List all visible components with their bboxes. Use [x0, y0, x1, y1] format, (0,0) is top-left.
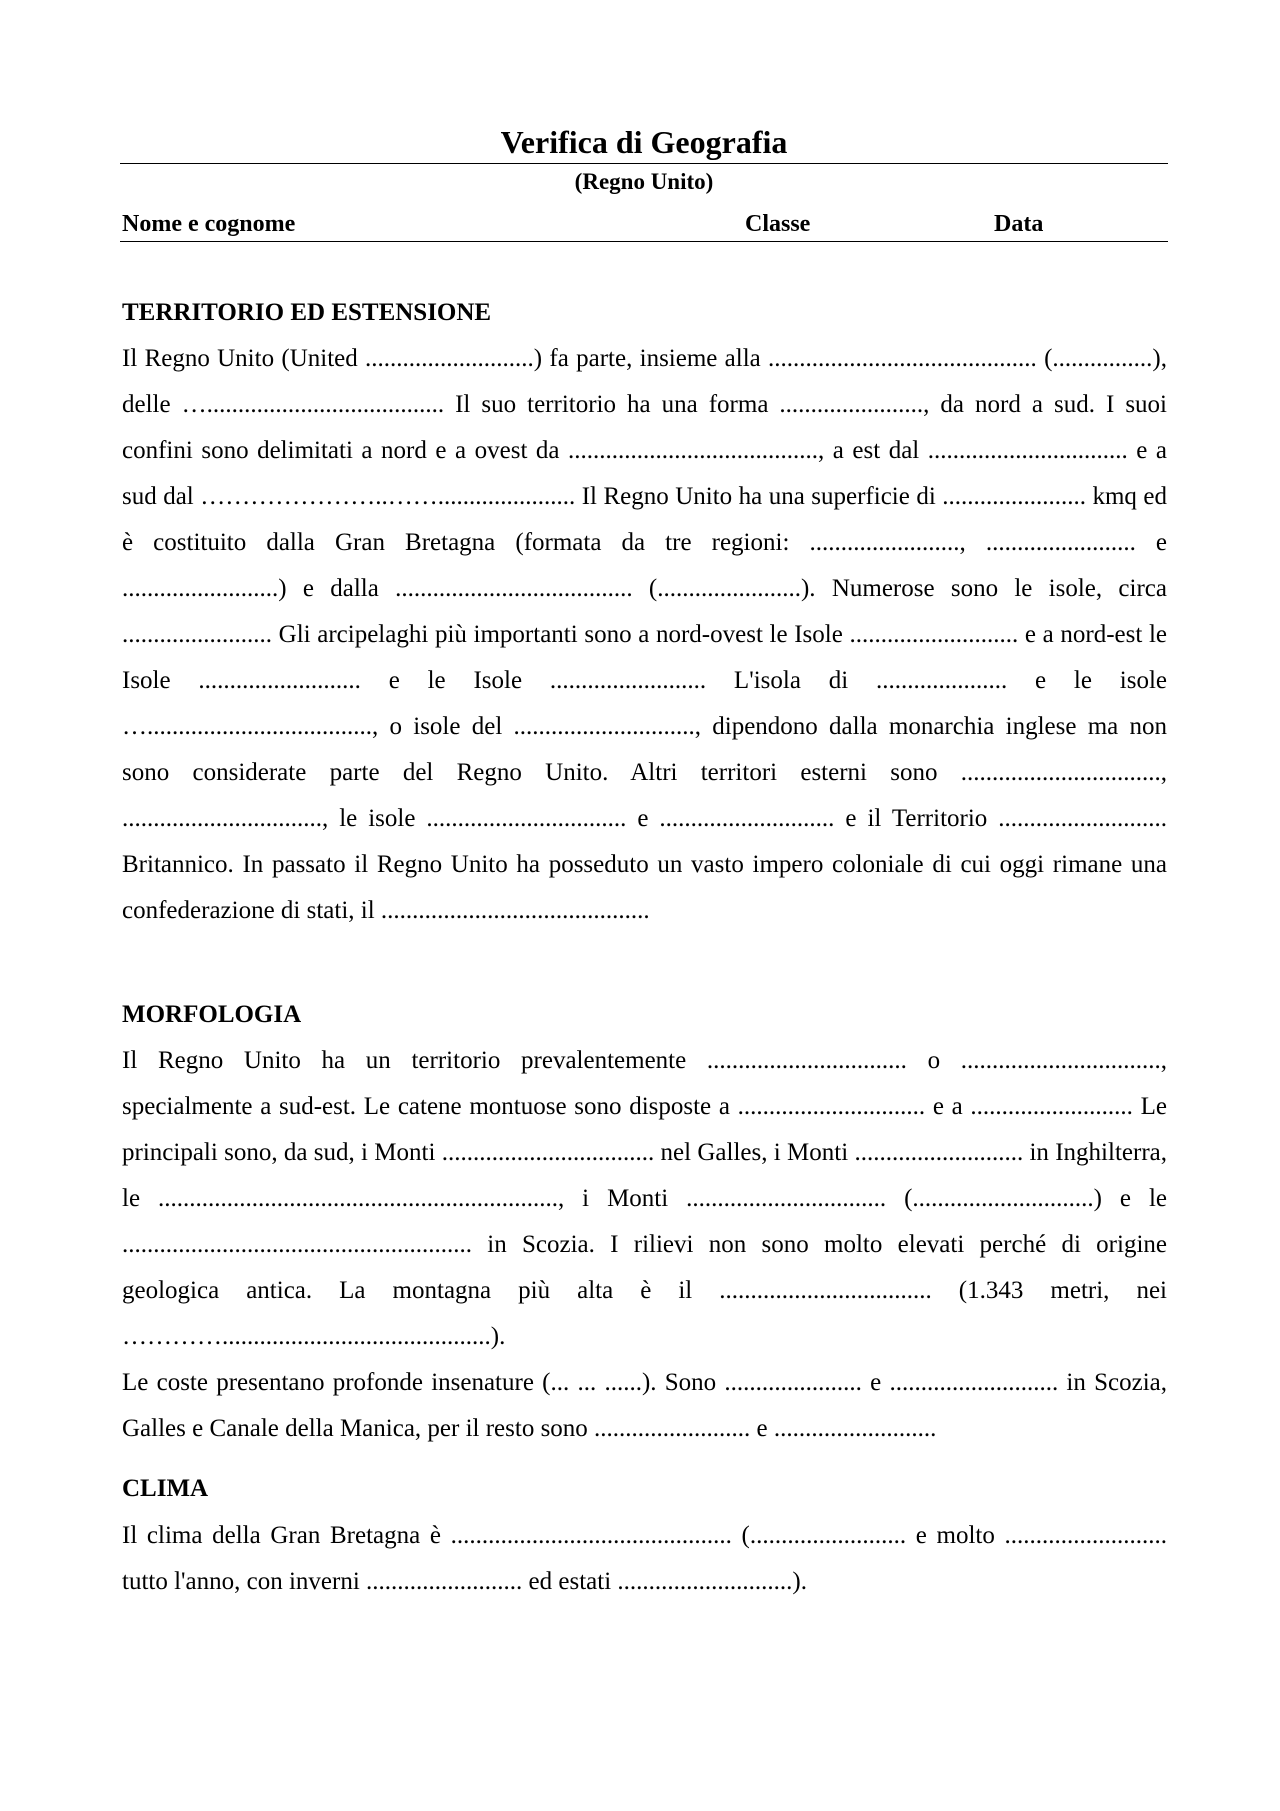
section-heading-morfologia: MORFOLOGIA — [122, 1001, 302, 1028]
section-text-morfologia: Il Regno Unito ha un territorio prevalentemente ................................ o ................................, specialmente a sud-est. Le catene montuose sono disposte a .............................. e a .......................... Le principali sono, da sud, i Monti .................................. nel Galles, i Monti ........................... in Inghilterra, le ................................................................, i Monti ................................ (.............................) e le ........................................................ in Scozia. I rilievi non sono molto elevati perché di origine geologica antica. La montagna più alta è il .................................. (1.343 metri, nei …………...........................................). — [122, 1047, 1167, 1350]
section-heading-clima: CLIMA — [122, 1475, 209, 1502]
section-text-coste: Le coste presentano profonde insenature (... ... ......). Sono ...................... e ........................... in Scozia, Galles e Canale della Manica, per il resto sono ......................... e .......................... — [122, 1369, 1167, 1442]
name-label: Nome e cognome — [122, 211, 296, 237]
class-label: Classe — [745, 211, 811, 237]
section-heading-territorio: TERRITORIO ED ESTENSIONE — [122, 299, 492, 326]
header-divider — [120, 241, 1168, 242]
section-text-clima: Il clima della Gran Bretagna è ............................................. (......................... e molto .......................... tutto l'anno, con inverni ......................... ed estati ............................). — [122, 1522, 1167, 1595]
section-text-territorio: Il Regno Unito (United ...........................) fa parte, insieme alla ........................................... (................), delle …...................................... Il suo territorio ha una forma ......................., da nord a sud. I suoi confini sono delimitati a nord e a ovest da ........................................, a est dal ................................ e a sud dal …………………..……...................... Il Regno Unito ha una superficie di ....................... kmq ed è costituito dalla Gran Bretagna (formata da tre regioni: ........................, ........................ e .........................) e dalla ...................................... (.......................). Numerose sono le isole, circa ........................ Gli arcipelaghi più importanti sono a nord-ovest le Isole ........................... e a nord-est le Isole .......................... e le Isole ......................... L'isola di ..................... e le isole …...................................., o isole del ............................., dipendono dalla monarchia inglese ma non sono considerate parte del Regno Unito. Altri territori esterni sono ................................, ................................, le isole ................................ e ............................ e il Territorio ........................... Britannico. In passato il Regno Unito ha posseduto un vasto impero coloniale di cui oggi rimane una confederazione di stati, il ........................................... — [122, 345, 1167, 924]
page-subtitle: (Regno Unito) — [574, 169, 714, 194]
page-title: Verifica di Geografia — [500, 124, 788, 160]
title-divider — [120, 163, 1168, 164]
date-label: Data — [994, 211, 1044, 237]
